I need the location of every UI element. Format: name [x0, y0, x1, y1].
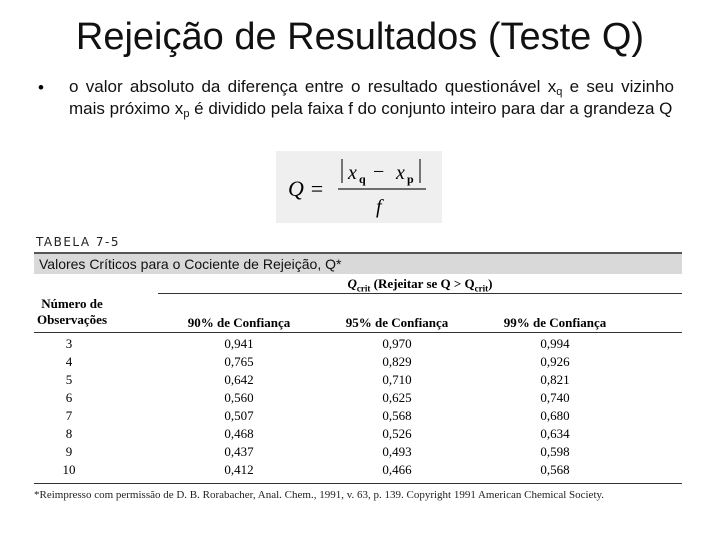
cell-99: 0,568	[540, 462, 570, 477]
q-formula	[276, 151, 442, 223]
table-row	[34, 390, 682, 408]
column-header-90: 90% de Confiança	[187, 315, 291, 330]
bullet-dot-icon: •	[38, 78, 44, 97]
cell-95: 0,568	[382, 408, 412, 423]
cell-n: 8	[65, 426, 73, 441]
cell-99: 0,680	[540, 408, 570, 423]
cell-95: 0,970	[382, 336, 412, 351]
header-rule	[34, 332, 682, 333]
cell-95: 0,710	[382, 372, 412, 387]
bullet-text-part-3: é dividido pela faixa f do conjunto inteiro para dar a grandeza Q	[189, 99, 673, 118]
cell-95: 0,625	[382, 390, 412, 405]
cell-n: 7	[65, 408, 73, 423]
formula-xq-sub: q	[359, 172, 366, 186]
cell-n: 3	[65, 336, 73, 351]
bullet-text-part-1: o valor absoluto da diferença entre o resultado questionável x	[69, 77, 557, 96]
slide-title: Rejeição de Resultados (Teste Q)	[75, 16, 645, 58]
cell-90: 0,642	[224, 372, 254, 387]
cell-90: 0,437	[224, 444, 254, 459]
bullet-point	[38, 76, 674, 120]
table-row	[34, 408, 682, 426]
table-label: TABELA 7-5	[36, 235, 121, 249]
bullet-subscript-q: q	[556, 86, 563, 98]
cell-99: 0,598	[540, 444, 570, 459]
cell-99: 0,821	[540, 372, 570, 387]
cell-95: 0,829	[382, 354, 412, 369]
formula-xp-sub: p	[407, 172, 414, 186]
bullet-subscript-p: p	[183, 108, 190, 120]
table-row	[34, 426, 682, 444]
cell-90: 0,941	[224, 336, 254, 351]
column-header-95: 95% de Confiança	[345, 315, 449, 330]
bottom-rule	[34, 483, 682, 484]
cell-n: 5	[65, 372, 73, 387]
stub-header-line-1: Número de	[41, 296, 103, 311]
q-formula-graphic	[276, 151, 442, 223]
span-header-q-sub-2: crit	[474, 283, 489, 294]
table-row	[34, 336, 682, 354]
column-header-99: 99% de Confiança	[503, 315, 607, 330]
table-footnote: *Reimpresso com permissão de D. B. Rorabacher, Anal. Chem., 1991, v. 63, p. 139. Copyright 1991 American Chemical Society.	[34, 489, 605, 501]
cell-90: 0,468	[224, 426, 254, 441]
cell-n: 10	[62, 462, 76, 477]
table-row	[34, 444, 682, 462]
bullet-text	[69, 76, 674, 120]
q-critical-table	[34, 272, 682, 484]
cell-n: 9	[65, 444, 73, 459]
bullet-text-part-2: e seu vizinho mais próximo x	[69, 77, 675, 118]
table-row	[34, 372, 682, 390]
table-caption-bar	[34, 252, 682, 274]
cell-99: 0,926	[540, 354, 570, 369]
table-row	[34, 354, 682, 372]
formula-xp: x	[396, 162, 405, 184]
span-header-rule	[158, 293, 682, 294]
cell-n: 4	[65, 354, 73, 369]
cell-95: 0,526	[382, 426, 412, 441]
span-header-q-sub: crit	[356, 283, 371, 294]
cell-90: 0,765	[224, 354, 254, 369]
cell-95: 0,493	[382, 444, 412, 459]
cell-99: 0,994	[540, 336, 570, 351]
cell-n: 6	[65, 390, 73, 405]
table-caption: Valores Críticos para o Cociente de Rejeição, Q*	[39, 256, 342, 272]
span-header	[158, 276, 682, 294]
formula-minus: −	[373, 161, 385, 183]
cell-99: 0,634	[540, 426, 570, 441]
span-header-close: )	[488, 276, 493, 291]
span-header-q: Q	[347, 276, 357, 291]
table-row	[34, 462, 682, 480]
formula-xq: x	[348, 162, 357, 184]
cell-90: 0,507	[224, 408, 254, 423]
formula-lhs: Q =	[288, 176, 325, 201]
cell-99: 0,740	[540, 390, 570, 405]
cell-90: 0,412	[224, 462, 254, 477]
span-header-text: (Rejeitar se Q > Q	[370, 276, 475, 291]
stub-header	[34, 296, 110, 328]
formula-denominator: f	[376, 196, 382, 218]
cell-95: 0,466	[382, 462, 412, 477]
cell-90: 0,560	[224, 390, 254, 405]
stub-header-line-2: Observações	[36, 312, 108, 327]
